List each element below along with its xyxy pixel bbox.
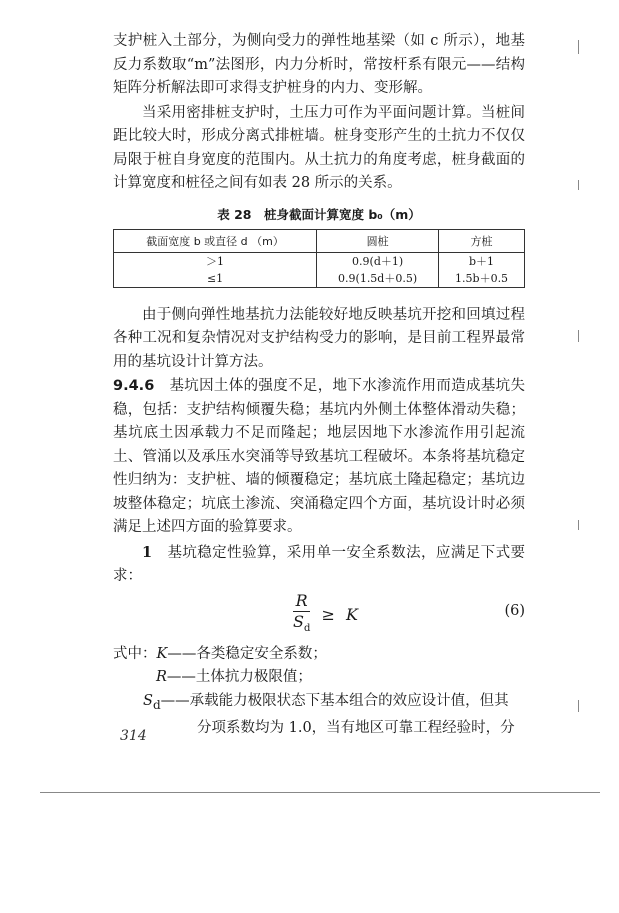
paragraph-elastic-method: 由于侧向弹性地基抗力法能较好地反映基坑开挖和回填过程各种工况和复杂情况对支护结构受力的影响，是目前工程界最常用的基坑设计计算方法。 <box>113 306 525 370</box>
table-cell: 0.9(d＋1) <box>317 252 439 270</box>
stability-formula <box>293 591 358 639</box>
definition-sd-continued: 分项系数均为 1.0，当有地区可靠工程经验时，分 <box>197 719 515 736</box>
equation-number: (6) <box>504 602 525 619</box>
table-header-row <box>114 229 525 252</box>
scan-artifact-mark <box>578 330 579 342</box>
table-row <box>114 252 525 270</box>
table-cell: 1.5b＋0.5 <box>439 270 525 288</box>
pile-width-table <box>113 229 525 288</box>
paragraph-clause-9-4-6 <box>113 375 525 540</box>
table-row <box>114 270 525 288</box>
table-caption: 表 28 桩身截面计算宽度 b₀（m） <box>217 206 421 222</box>
table-header-width: 截面宽度 b 或直径 d （m） <box>114 229 317 252</box>
scan-artifact-mark <box>578 40 579 54</box>
definition-sd-text: ——承载能力极限状态下基本组合的效应设计值，但其 <box>160 692 509 709</box>
formula-block <box>113 591 525 639</box>
formula-rhs: K <box>345 605 358 625</box>
symbol-s: S <box>143 692 153 709</box>
clause-text: 基坑因土体的强度不足，地下水渗流作用而造成基坑失稳，包括：支护结构倾覆失稳；基坑内外侧土体整体滑动失稳；基坑底土因承载力不足而隆起；地层因地下水渗流作用引起流土、管涌以及承压水突涌等导致基坑工程破坏。本条将基坑稳定性归纳为：支护桩、墙的倾覆稳定；基坑底土隆起稳定；基坑边坡整体稳定；坑底土渗流、突涌稳定四个方面，基坑设计时必须满足上述四方面的验算要求。 <box>113 378 525 535</box>
paragraph-pile-embedded: 支护桩入土部分，为侧向受力的弹性地基梁（如 c 所示），地基反力系数取“m”法图形，内力分析时，常按杆系有限元——结构矩阵分析解法即可求得支护桩身的内力、变形解。 <box>113 33 525 96</box>
definition-intro: 式中： <box>113 645 157 662</box>
table-header-round-pile: 圆桩 <box>317 229 439 252</box>
table-cell: b＋1 <box>439 252 525 270</box>
table-header-square-pile: 方桩 <box>439 229 525 252</box>
symbol-r: R <box>156 669 167 685</box>
formula-numerator: R <box>293 591 310 612</box>
definition-r <box>113 666 525 690</box>
formula-denominator <box>293 612 310 639</box>
scan-artifact-mark <box>578 520 579 530</box>
table-cell: ≤1 <box>114 270 317 288</box>
definition-k-text: ——各类稳定安全系数； <box>167 645 327 662</box>
table-cell: ＞1 <box>114 252 317 270</box>
item-text: 基坑稳定性验算，采用单一安全系数法，应满足下式要求： <box>113 544 526 584</box>
definitions-block <box>113 643 525 741</box>
definition-k <box>113 643 525 667</box>
table-cell: 0.9(1.5d＋0.5) <box>317 270 439 288</box>
definition-sd <box>113 690 525 717</box>
scan-artifact-line <box>40 792 600 793</box>
paragraph-dense-pile: 当采用密排桩支护时，土压力可作为平面问题计算。当桩间距比较大时，形成分离式排桩墙。桩身变形产生的土抗力不仅仅局限于桩自身宽度的范围内。从土抗力的角度考虑，桩身截面的计算宽度和桩径之间有如表 28 所示的关系。 <box>113 104 525 191</box>
page-content <box>113 30 525 740</box>
formula-relation: ≥ <box>321 605 335 625</box>
formula-denominator-subscript: d <box>303 622 311 634</box>
paragraph-item-1 <box>113 541 525 589</box>
item-number: 1 <box>142 543 153 561</box>
scan-artifact-mark <box>578 180 579 190</box>
formula-denominator-symbol: S <box>293 611 304 631</box>
page-number: 314 <box>120 728 147 744</box>
formula-fraction <box>293 591 310 639</box>
symbol-k: K <box>156 645 168 662</box>
scan-artifact-mark <box>578 700 579 712</box>
definition-r-text: ——土体抗力极限值； <box>166 669 312 685</box>
symbol-s-subscript: d <box>152 697 161 712</box>
clause-number: 9.4.6 <box>113 378 155 394</box>
